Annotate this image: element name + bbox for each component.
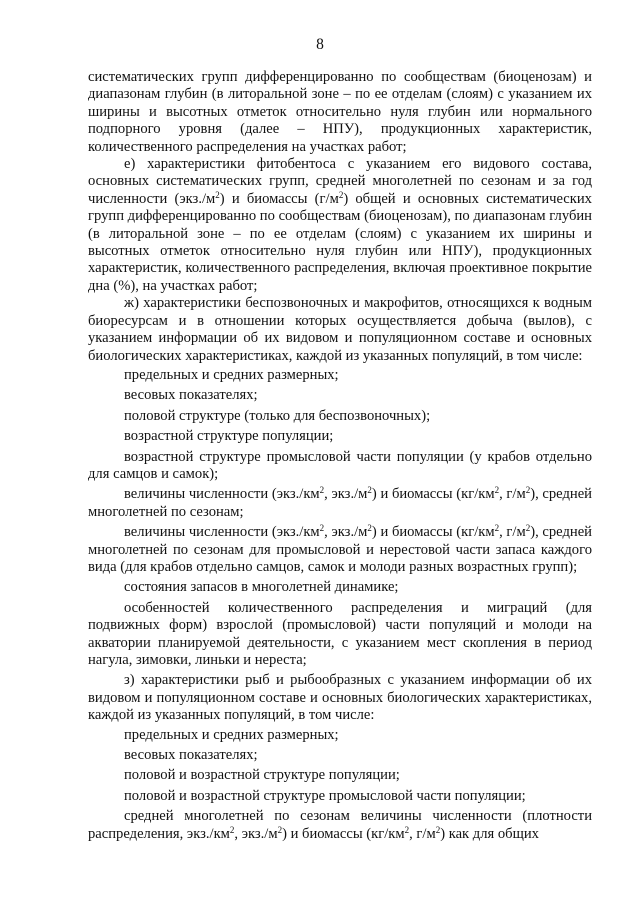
list-item: состояния запасов в многолетней динамике; bbox=[124, 579, 399, 596]
list-item: весовых показателях; bbox=[124, 387, 258, 404]
list-item: возрастной структуре промысловой части популяции (у крабов отдельно для самцов и самок); bbox=[88, 448, 592, 482]
document-body bbox=[88, 69, 592, 846]
page-number: 8 bbox=[316, 36, 324, 53]
list-item: половой и возрастной структуре популяции; bbox=[124, 767, 400, 784]
list-item: средней многолетней по сезонам величины численности (плотности распределения, $экз./км^2$, $экз./м^2$) и биомассы ($кг/км^2$, $г/м^2$) как для общих bbox=[88, 808, 592, 842]
list-item: весовых показателях; bbox=[124, 747, 258, 764]
paragraph-continuation: систематических групп дифференцированно по сообществам (биоценозам) и диапазонам глубин (в литоральной зоне – по ее отделам (слоям) с указанием их ширины и высотных отметок относительно нуля глубин или нормального подпорного уровня (далее – НПУ), продукционных характеристик, количественного распределения на участках работ; bbox=[88, 69, 592, 155]
list-item: возрастной структуре популяции; bbox=[124, 428, 334, 445]
list-item: предельных и средних размерных; bbox=[124, 366, 339, 383]
paragraph-invertebrates: ж) характеристики беспозвоночных и макрофитов, относящихся к водным биоресурсам и в отношении которых осуществляется добыча (вылов), с указанием информации об их видовом и популяционном составе и основных биологических характеристиках, каждой из указанных популяций, в том числе: bbox=[88, 295, 592, 364]
list-item: половой структуре (только для беспозвоночных); bbox=[124, 407, 431, 424]
paragraph-fish: з) характеристики рыб и рыбообразных с указанием информации об их видовом и популяционном составе и основных биологических характеристиках, каждой из указанных популяций, в том числе: bbox=[88, 672, 592, 724]
list-item: предельных и средних размерных; bbox=[124, 726, 339, 743]
list-item: особенностей количественного распределения и миграций (для подвижных форм) взрослой (промысловой) части популяций и молоди на акватории планируемой деятельности, с указанием мест скопления в период нагула, зимовки, линьки и нереста; bbox=[88, 599, 592, 668]
list-item: величины численности ($экз./км^2$, $экз./м^2$) и биомассы ($кг/км^2$, $г/м^2$), средней многолетней по сезонам для промысловой и нерестовой части запаса каждого вида (для крабов отдельно самцов, самок и молоди разных возрастных групп); bbox=[88, 523, 592, 575]
paragraph-phytobenthos: е) характеристики фитобентоса с указанием его видового состава, основных систематических групп, средней многолетней по сезонам и за год численности $(экз./м^2)$ и биомассы $(г/м^2)$ общей и основных систематических групп дифференцированно по сообществам (биоценозам), по диапазонам глубин (в литоральной зоне – по ее отделам (слоям) с указанием их ширины и высотных отметок относительно нуля глубин или НПУ), продукционных характеристик, количественного распределения, включая проективное покрытие дна (%), на участках работ; bbox=[88, 156, 592, 294]
list-item: половой и возрастной структуре промысловой части популяции; bbox=[124, 787, 526, 804]
list-item: величины численности ($экз./км^2$, $экз./м^2$) и биомассы ($кг/км^2$, $г/м^2$), средней многолетней по сезонам; bbox=[88, 485, 592, 520]
